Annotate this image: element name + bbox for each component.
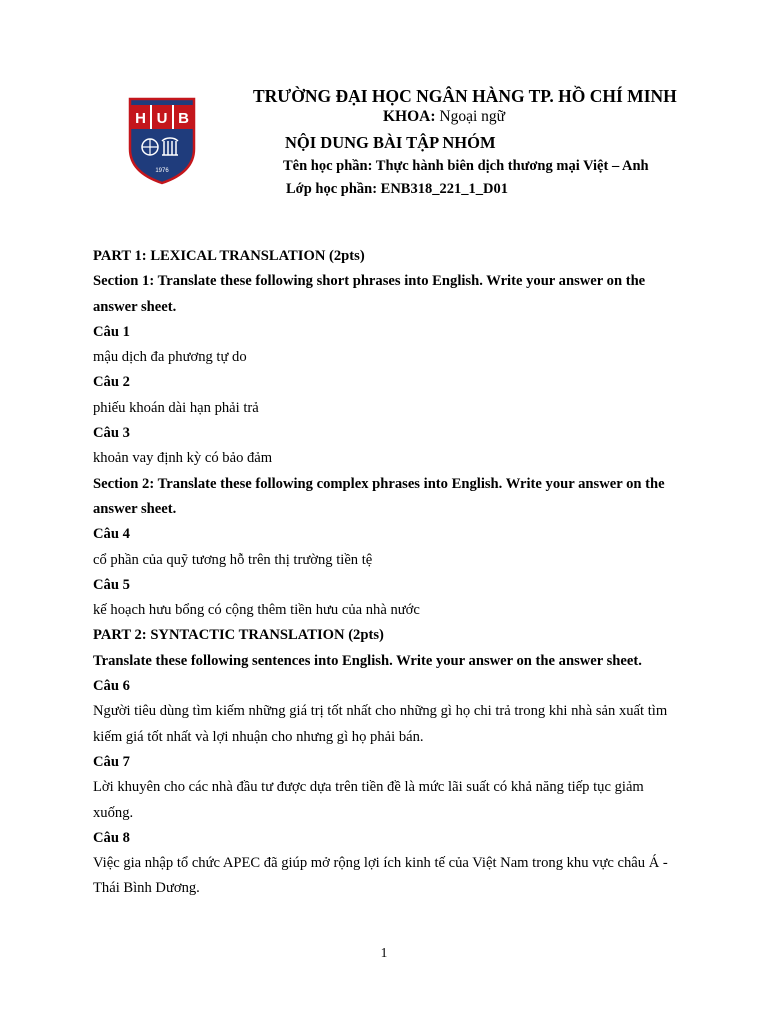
question-5-label: Câu 5 (93, 576, 130, 593)
exercise-content (93, 244, 673, 902)
faculty-label: KHOA: (383, 108, 436, 125)
part2-instruction: Translate these following sentences into English. Write your answer on the answer sheet. (93, 652, 642, 669)
part1-section1-instruction: Section 1: Translate these following short phrases into English. Write your answer on the answer sheet. (93, 273, 646, 315)
logo-letter-h: H (135, 110, 146, 127)
question-1-text: mậu dịch đa phương tự do (93, 349, 247, 366)
question-5-text: kế hoạch hưu bổng có cộng thêm tiền hưu của nhà nước (93, 602, 420, 619)
question-3-label: Câu 3 (93, 425, 130, 442)
logo-year: 1976 (155, 168, 169, 174)
course-name: Tên học phần: Thực hành biên dịch thương mại Việt – Anh (283, 158, 649, 174)
question-3-text: khoản vay định kỳ có bảo đảm (93, 450, 273, 467)
document-title: NỘI DUNG BÀI TẬP NHÓM (285, 133, 496, 152)
faculty-value: Ngoại ngữ (439, 108, 506, 125)
logo-letter-u: U (156, 110, 168, 127)
part2-title: PART 2: SYNTACTIC TRANSLATION (2pts) (93, 627, 384, 644)
university-name: TRƯỜNG ĐẠI HỌC NGÂN HÀNG TP. HỒ CHÍ MINH (253, 86, 677, 106)
question-7-text: Lời khuyên cho các nhà đầu tư được dựa trên tiền đề là mức lãi suất có khả năng tiếp tục giảm xuống. (93, 779, 644, 821)
question-2-label: Câu 2 (93, 374, 130, 391)
university-logo (128, 97, 196, 185)
question-2-text: phiếu khoán dài hạn phải trả (93, 399, 259, 416)
question-8-label: Câu 8 (93, 829, 130, 846)
question-1-label: Câu 1 (93, 323, 130, 340)
faculty-line (383, 108, 505, 126)
question-7-label: Câu 7 (93, 753, 130, 770)
part1-title: PART 1: LEXICAL TRANSLATION (2pts) (93, 248, 365, 264)
question-8-text: Việc gia nhập tổ chức APEC đã giúp mở rộng lợi ích kinh tế của Việt Nam trong khu vực châu Á - Thái Bình Dương. (93, 855, 668, 897)
logo-letter-b: B (178, 110, 189, 127)
page-number: 1 (380, 945, 388, 960)
class-code: Lớp học phần: ENB318_221_1_D01 (286, 181, 508, 197)
question-4-text: cổ phần của quỹ tương hỗ trên thị trường tiền tệ (93, 551, 373, 568)
question-4-label: Câu 4 (93, 526, 130, 543)
question-6-label: Câu 6 (93, 678, 130, 695)
question-6-text: Người tiêu dùng tìm kiếm những giá trị tốt nhất cho những gì họ chi trả trong khi nhà sản xuất tìm kiếm giá tốt nhất và lợi nhuận cho nhưng gì họ phải bán. (93, 703, 668, 745)
part1-section2-instruction: Section 2: Translate these following complex phrases into English. Write your answer on the answer sheet. (93, 475, 665, 517)
